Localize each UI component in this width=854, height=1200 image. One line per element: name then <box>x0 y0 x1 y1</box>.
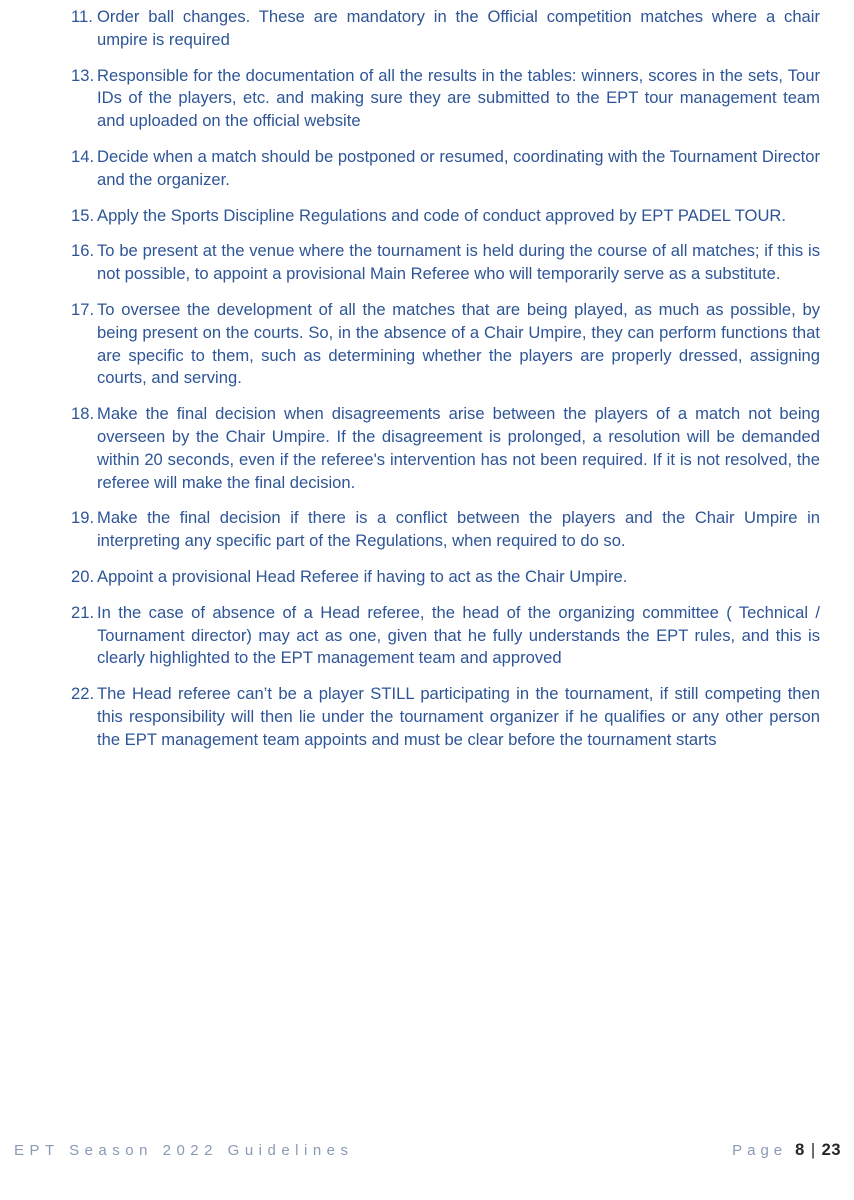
list-item-number: 19. <box>71 508 95 528</box>
list-item-number: 22. <box>71 684 95 704</box>
list-item-text: Order ball changes. These are mandatory in the Official competition matches where a chair umpire is required <box>97 7 820 49</box>
list-item <box>71 683 820 751</box>
list-item <box>71 6 820 52</box>
list-item-text: Apply the Sports Discipline Regulations and code of conduct approved by EPT PADEL TOUR. <box>97 205 787 225</box>
list-item-number: 13. <box>71 65 95 85</box>
list-item-number: 21. <box>71 602 95 622</box>
list-item <box>71 566 820 589</box>
list-item <box>71 65 820 133</box>
list-item-number: 20. <box>71 566 95 586</box>
list-item <box>71 507 820 553</box>
list-item <box>71 205 820 228</box>
footer-document-title: EPT Season 2022 Guidelines <box>14 1142 354 1159</box>
list-item-number: 16. <box>71 241 95 261</box>
footer-page-total: 23 <box>821 1141 841 1159</box>
list-item-number: 18. <box>71 404 95 424</box>
list-item-number: 11. <box>71 7 93 26</box>
list-item-text: In the case of absence of a Head referee, the head of the organizing committee ( Technical / Tournament director) may act as one, given that he fully understands the EPT rules, and this is clearly highlighted to the EPT management team and approved <box>97 602 820 668</box>
footer-page-label: Page <box>732 1142 788 1159</box>
list-item-text: Make the final decision when disagreements arise between the players of a match not being overseen by the Chair Umpire. If the disagreement is prolonged, a resolution will be demanded within 20 seconds, even if the referee's intervention has not been required. If it is not resolved, the referee will make the final decision. <box>97 404 820 492</box>
guidelines-list <box>71 6 820 765</box>
list-item <box>71 602 820 670</box>
list-item <box>71 240 820 286</box>
list-item-text: To oversee the development of all the matches that are being played, as much as possible, by being present on the courts. So, in the absence of a Chair Umpire, they can perform functions that are specific to them, such as determining whether the players are properly dressed, assigning courts, and serving. <box>97 299 820 388</box>
footer-page-info <box>732 1141 841 1160</box>
list-item-number: 15. <box>71 205 95 225</box>
list-item-text: Responsible for the documentation of all the results in the tables: winners, scores in the sets, Tour IDs of the players, etc. and making sure they are submitted to the EPT tour management team and uploaded on the official website <box>97 65 820 131</box>
list-item <box>71 299 820 390</box>
list-item <box>71 403 820 494</box>
footer-page-number: 8 <box>795 1141 805 1159</box>
list-item-number: 17. <box>71 299 95 319</box>
list-item-text: To be present at the venue where the tournament is held during the course of all matches; if this is not possible, to appoint a provisional Main Referee who will temporarily serve as a substitute. <box>97 241 820 284</box>
list-item <box>71 146 820 192</box>
page-footer <box>14 1141 841 1160</box>
list-item-text: Decide when a match should be postponed or resumed, coordinating with the Tournament Director and the organizer. <box>97 146 820 189</box>
footer-page-separator: | <box>810 1141 816 1159</box>
list-item-number: 14. <box>71 146 95 166</box>
list-item-text: The Head referee can’t be a player STILL participating in the tournament, if still competing then this responsibility will then lie under the tournament organizer if he qualifies or any other person the EPT management team appoints and must be clear before the tournament starts <box>97 684 820 749</box>
list-item-text: Appoint a provisional Head Referee if having to act as the Chair Umpire. <box>97 566 628 586</box>
list-item-text: Make the final decision if there is a conflict between the players and the Chair Umpire in interpreting any specific part of the Regulations, when required to do so. <box>97 508 820 551</box>
